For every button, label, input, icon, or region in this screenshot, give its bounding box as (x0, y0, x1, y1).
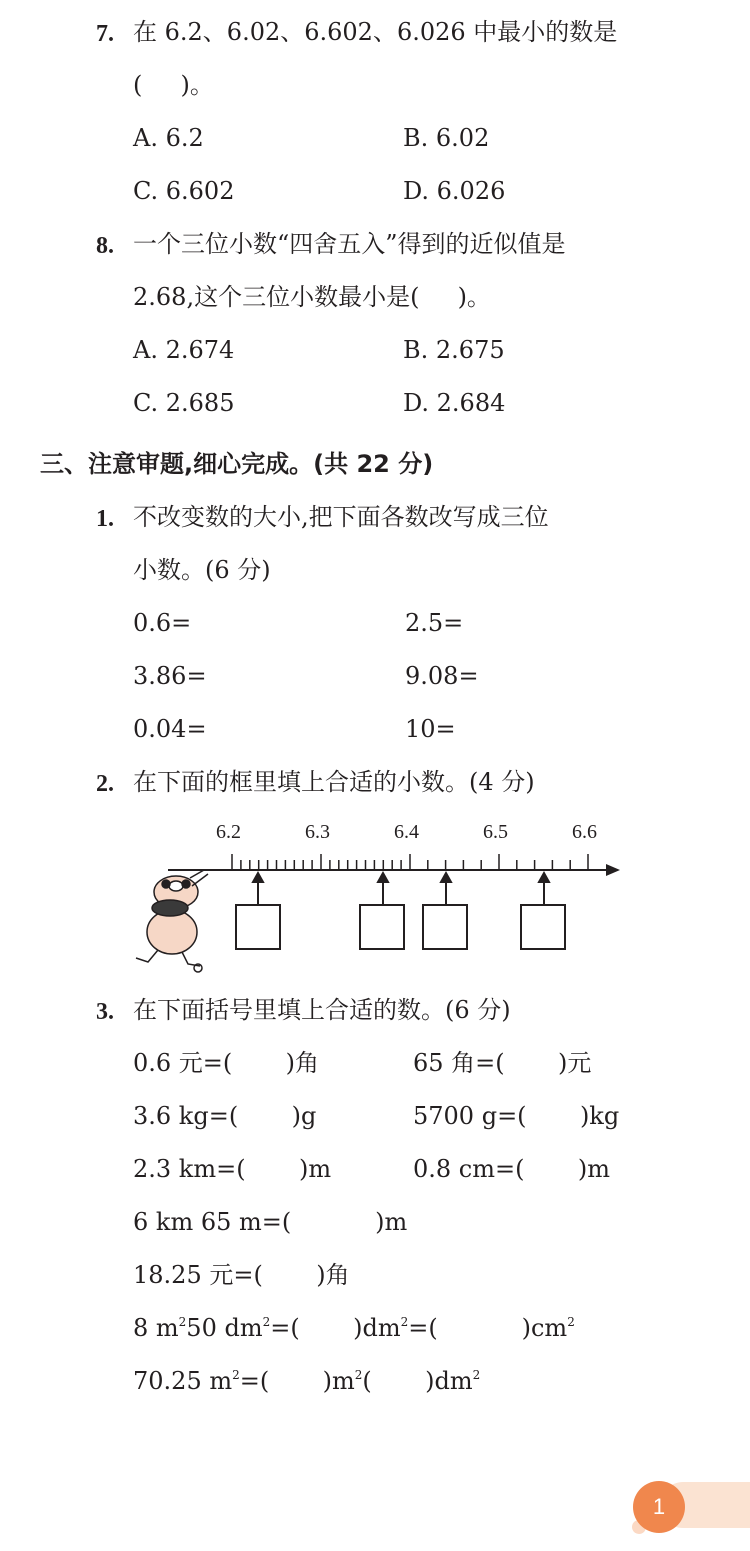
conversion-item: 0.8 cm=( )m (413, 1155, 610, 1183)
s3q1-stem-line2: 小数。(6 分) (133, 556, 271, 584)
s3q1-item: 10= (405, 715, 456, 743)
pointer-arrows (253, 873, 549, 904)
axis-label: 6.2 (216, 821, 241, 843)
s3q3-number: 3. (96, 999, 114, 1025)
s3q3-stem: 在下面括号里填上合适的数。(6 分) (133, 996, 511, 1024)
s3q1-item: 3.86= (133, 662, 207, 690)
q7-stem-line2: ( )。 (133, 71, 214, 99)
superscript: 2 (567, 1315, 575, 1329)
area-part: =( )dm (270, 1314, 401, 1342)
axis-label: 6.6 (572, 821, 597, 843)
superscript: 2 (178, 1315, 187, 1329)
area-part: 50 dm (186, 1314, 263, 1342)
s3q2-number: 2. (96, 771, 114, 797)
answer-box[interactable] (235, 904, 281, 950)
q7-option-b[interactable]: B. 6.02 (403, 124, 490, 152)
q8-stem-line1: 一个三位小数“四舍五入”得到的近似值是 (133, 230, 566, 258)
s3q1-stem-line1: 不改变数的大小,把下面各数改写成三位 (133, 503, 549, 531)
number-line-arrowhead (606, 864, 620, 876)
conversion-item: 6 km 65 m=( )m (133, 1208, 408, 1236)
q8-option-d[interactable]: D. 2.684 (403, 389, 506, 417)
conversion-item-area (133, 1369, 480, 1393)
number-line-ticks (232, 854, 588, 870)
area-part: =( )m (239, 1367, 355, 1395)
area-part: =( )cm (408, 1314, 568, 1342)
q7-option-a[interactable]: A. 6.2 (133, 124, 204, 152)
pig-cartoon-illustration (136, 870, 208, 972)
superscript: 2 (400, 1315, 409, 1329)
q8-number: 8. (96, 233, 114, 259)
pointer-arrowhead (253, 873, 263, 882)
section-3-heading: 三、注意审题,细心完成。(共 22 分) (40, 450, 434, 478)
area-part: ( )dm (362, 1367, 473, 1395)
answer-box[interactable] (359, 904, 405, 950)
s3q2-stem: 在下面的框里填上合适的小数。(4 分) (133, 768, 535, 796)
q8-stem-line2: 2.68,这个三位小数最小是( )。 (133, 283, 491, 311)
pointer-arrowhead (378, 873, 388, 882)
superscript: 2 (472, 1368, 481, 1382)
q7-stem-line1: 在 6.2、6.02、6.602、6.026 中最小的数是 (133, 18, 618, 46)
conversion-item: 5700 g=( )kg (413, 1102, 620, 1130)
axis-label: 6.3 (305, 821, 330, 843)
conversion-item-area (133, 1316, 575, 1340)
pointer-arrowhead (441, 873, 451, 882)
answer-box[interactable] (422, 904, 468, 950)
q8-option-b[interactable]: B. 2.675 (403, 336, 505, 364)
q7-number: 7. (96, 21, 114, 47)
conversion-item: 2.3 km=( )m (133, 1155, 332, 1183)
superscript: 2 (232, 1368, 240, 1382)
s3q1-item: 0.04= (133, 715, 207, 743)
superscript: 2 (262, 1315, 271, 1329)
conversion-item: 0.6 元=( )角 (133, 1049, 320, 1077)
conversion-item: 18.25 元=( )角 (133, 1261, 350, 1289)
superscript: 2 (354, 1368, 363, 1382)
page-number: 1 (633, 1481, 685, 1533)
s3q1-item: 9.08= (405, 662, 479, 690)
pointer-arrowhead (539, 873, 549, 882)
area-part: 8 m (133, 1314, 179, 1342)
s3q1-item: 2.5= (405, 609, 464, 637)
axis-label: 6.4 (394, 821, 419, 843)
conversion-item: 65 角=( )元 (413, 1049, 592, 1077)
q8-option-c[interactable]: C. 2.685 (133, 389, 235, 417)
q8-option-a[interactable]: A. 2.674 (133, 336, 235, 364)
axis-label: 6.5 (483, 821, 508, 843)
answer-box[interactable] (520, 904, 566, 950)
s3q1-item: 0.6= (133, 609, 192, 637)
s3q1-number: 1. (96, 506, 114, 532)
area-part: 70.25 m (133, 1367, 233, 1395)
conversion-item: 3.6 kg=( )g (133, 1102, 317, 1130)
q7-option-c[interactable]: C. 6.602 (133, 177, 235, 205)
q7-option-d[interactable]: D. 6.026 (403, 177, 506, 205)
